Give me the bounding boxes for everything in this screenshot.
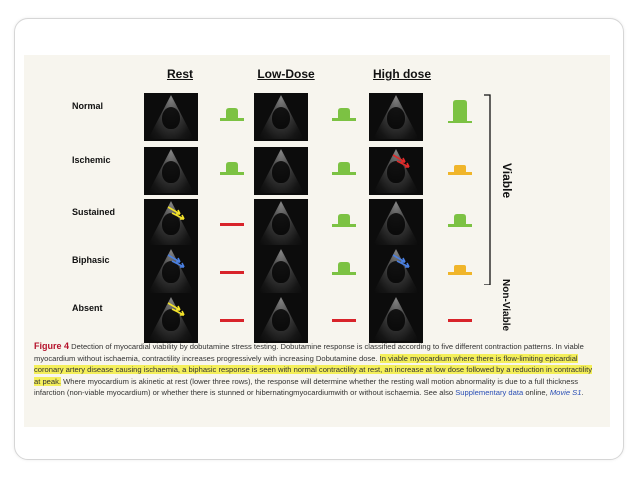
response-icon-r1-c1: [332, 161, 356, 175]
non-viable-text: Non-Viable: [500, 279, 511, 332]
response-icon-r2-c0: [220, 223, 244, 227]
echo-cavity: [387, 107, 405, 129]
blue-arrows-icon: [166, 253, 188, 274]
echo-image-r4-c1: [254, 295, 308, 343]
echo-image-r2-c2: [369, 199, 423, 247]
echo-image-r0-c1: [254, 93, 308, 141]
response-icon-r0-c2: [448, 99, 472, 123]
response-icon-r4-c1: [332, 319, 356, 323]
column-header-1: Low-Dose: [257, 67, 315, 81]
echo-image-r4-c2: [369, 295, 423, 343]
figure-caption: [34, 341, 600, 399]
response-icon-r3-c0: [220, 271, 244, 275]
small-peak-icon: [332, 261, 356, 275]
response-icon-r2-c2: [448, 213, 472, 227]
small-peak-icon: [332, 213, 356, 227]
echo-image-r0-c2: [369, 93, 423, 141]
flat-line-icon: [448, 319, 472, 323]
red-arrows-icon: [391, 153, 413, 174]
yellow-arrows-icon: [166, 301, 188, 322]
row-label-4: Absent: [72, 303, 103, 313]
echo-image-r1-c0: [144, 147, 198, 195]
movie-link[interactable]: Movie S1: [549, 388, 582, 397]
supplementary-data-link[interactable]: Supplementary data: [455, 388, 524, 397]
response-icon-r2-c1: [332, 213, 356, 227]
flat-line-icon: [332, 319, 356, 323]
small-peak-icon: [448, 213, 472, 227]
echo-image-r2-c1: [254, 199, 308, 247]
echo-image-r1-c1: [254, 147, 308, 195]
flat-line-icon: [220, 271, 244, 275]
echo-image-r3-c1: [254, 247, 308, 295]
small-peak-icon: [332, 107, 356, 121]
caption-text-2: Where myocardium is akinetic at rest (lower three rows), the response will determine whether the resting wall motion abnormality is due to a full thickness infarction (non-viable myocardium) or whether there is stunned or hibernatingmyocardiumwith or without ischaemia. See also: [34, 376, 579, 397]
small-peak-icon: [220, 161, 244, 175]
echo-image-r0-c0: [144, 93, 198, 141]
yellow-arrows-icon: [166, 205, 188, 226]
echo-cavity: [272, 161, 290, 183]
non-viable-label: [500, 279, 510, 331]
row-label-2: Sustained: [72, 207, 116, 217]
response-icon-r4-c0: [220, 319, 244, 323]
caption-figure-label: Figure 4: [34, 341, 70, 351]
echo-cavity: [387, 309, 405, 331]
low-plateau-icon: [448, 265, 472, 275]
row-label-3: Biphasic: [72, 255, 110, 265]
low-plateau-icon: [448, 165, 472, 175]
caption-text-1: Detection of myocardial viability by dobutamine stress testing. Dobutamine response is classified according to five different contraction patterns. In viable myocardium without ischaemia, contractility increases progressively with increasing Dobutamine dose.: [34, 342, 584, 363]
response-icon-r3-c2: [448, 265, 472, 275]
echo-cavity: [272, 261, 290, 283]
response-icon-r4-c2: [448, 319, 472, 323]
echo-cavity: [272, 309, 290, 331]
figure-panel: [24, 55, 610, 427]
echo-cavity: [162, 107, 180, 129]
response-icon-r0-c1: [332, 107, 356, 121]
echo-cavity: [272, 107, 290, 129]
echo-cavity: [162, 161, 180, 183]
response-icon-r1-c0: [220, 161, 244, 175]
response-icon-r0-c0: [220, 107, 244, 121]
response-icon-r1-c2: [448, 165, 472, 175]
viable-bracket: [482, 93, 496, 285]
echo-cavity: [272, 213, 290, 235]
flat-line-icon: [220, 319, 244, 323]
viable-label: Viable: [500, 163, 514, 199]
caption-highlight: In viable myocardium where there is flow-limiting epicardial coronary artery disease causing ischaemia, a biphasic response is seen with normal contractility at rest, an increase at low dose followed by a reduction in contractility at peak.: [34, 353, 592, 386]
echo-cavity: [387, 213, 405, 235]
tall-peak-icon: [448, 99, 472, 123]
caption-text-3: online,: [523, 388, 550, 397]
row-label-1: Ischemic: [72, 155, 111, 165]
blue-arrows-icon: [391, 253, 413, 274]
column-header-0: Rest: [166, 67, 193, 81]
response-icon-r3-c1: [332, 261, 356, 275]
row-label-0: Normal: [72, 101, 104, 111]
small-peak-icon: [220, 107, 244, 121]
caption-text-4: .: [581, 388, 584, 397]
column-header-2: High dose: [372, 67, 431, 81]
flat-line-icon: [220, 223, 244, 227]
small-peak-icon: [332, 161, 356, 175]
